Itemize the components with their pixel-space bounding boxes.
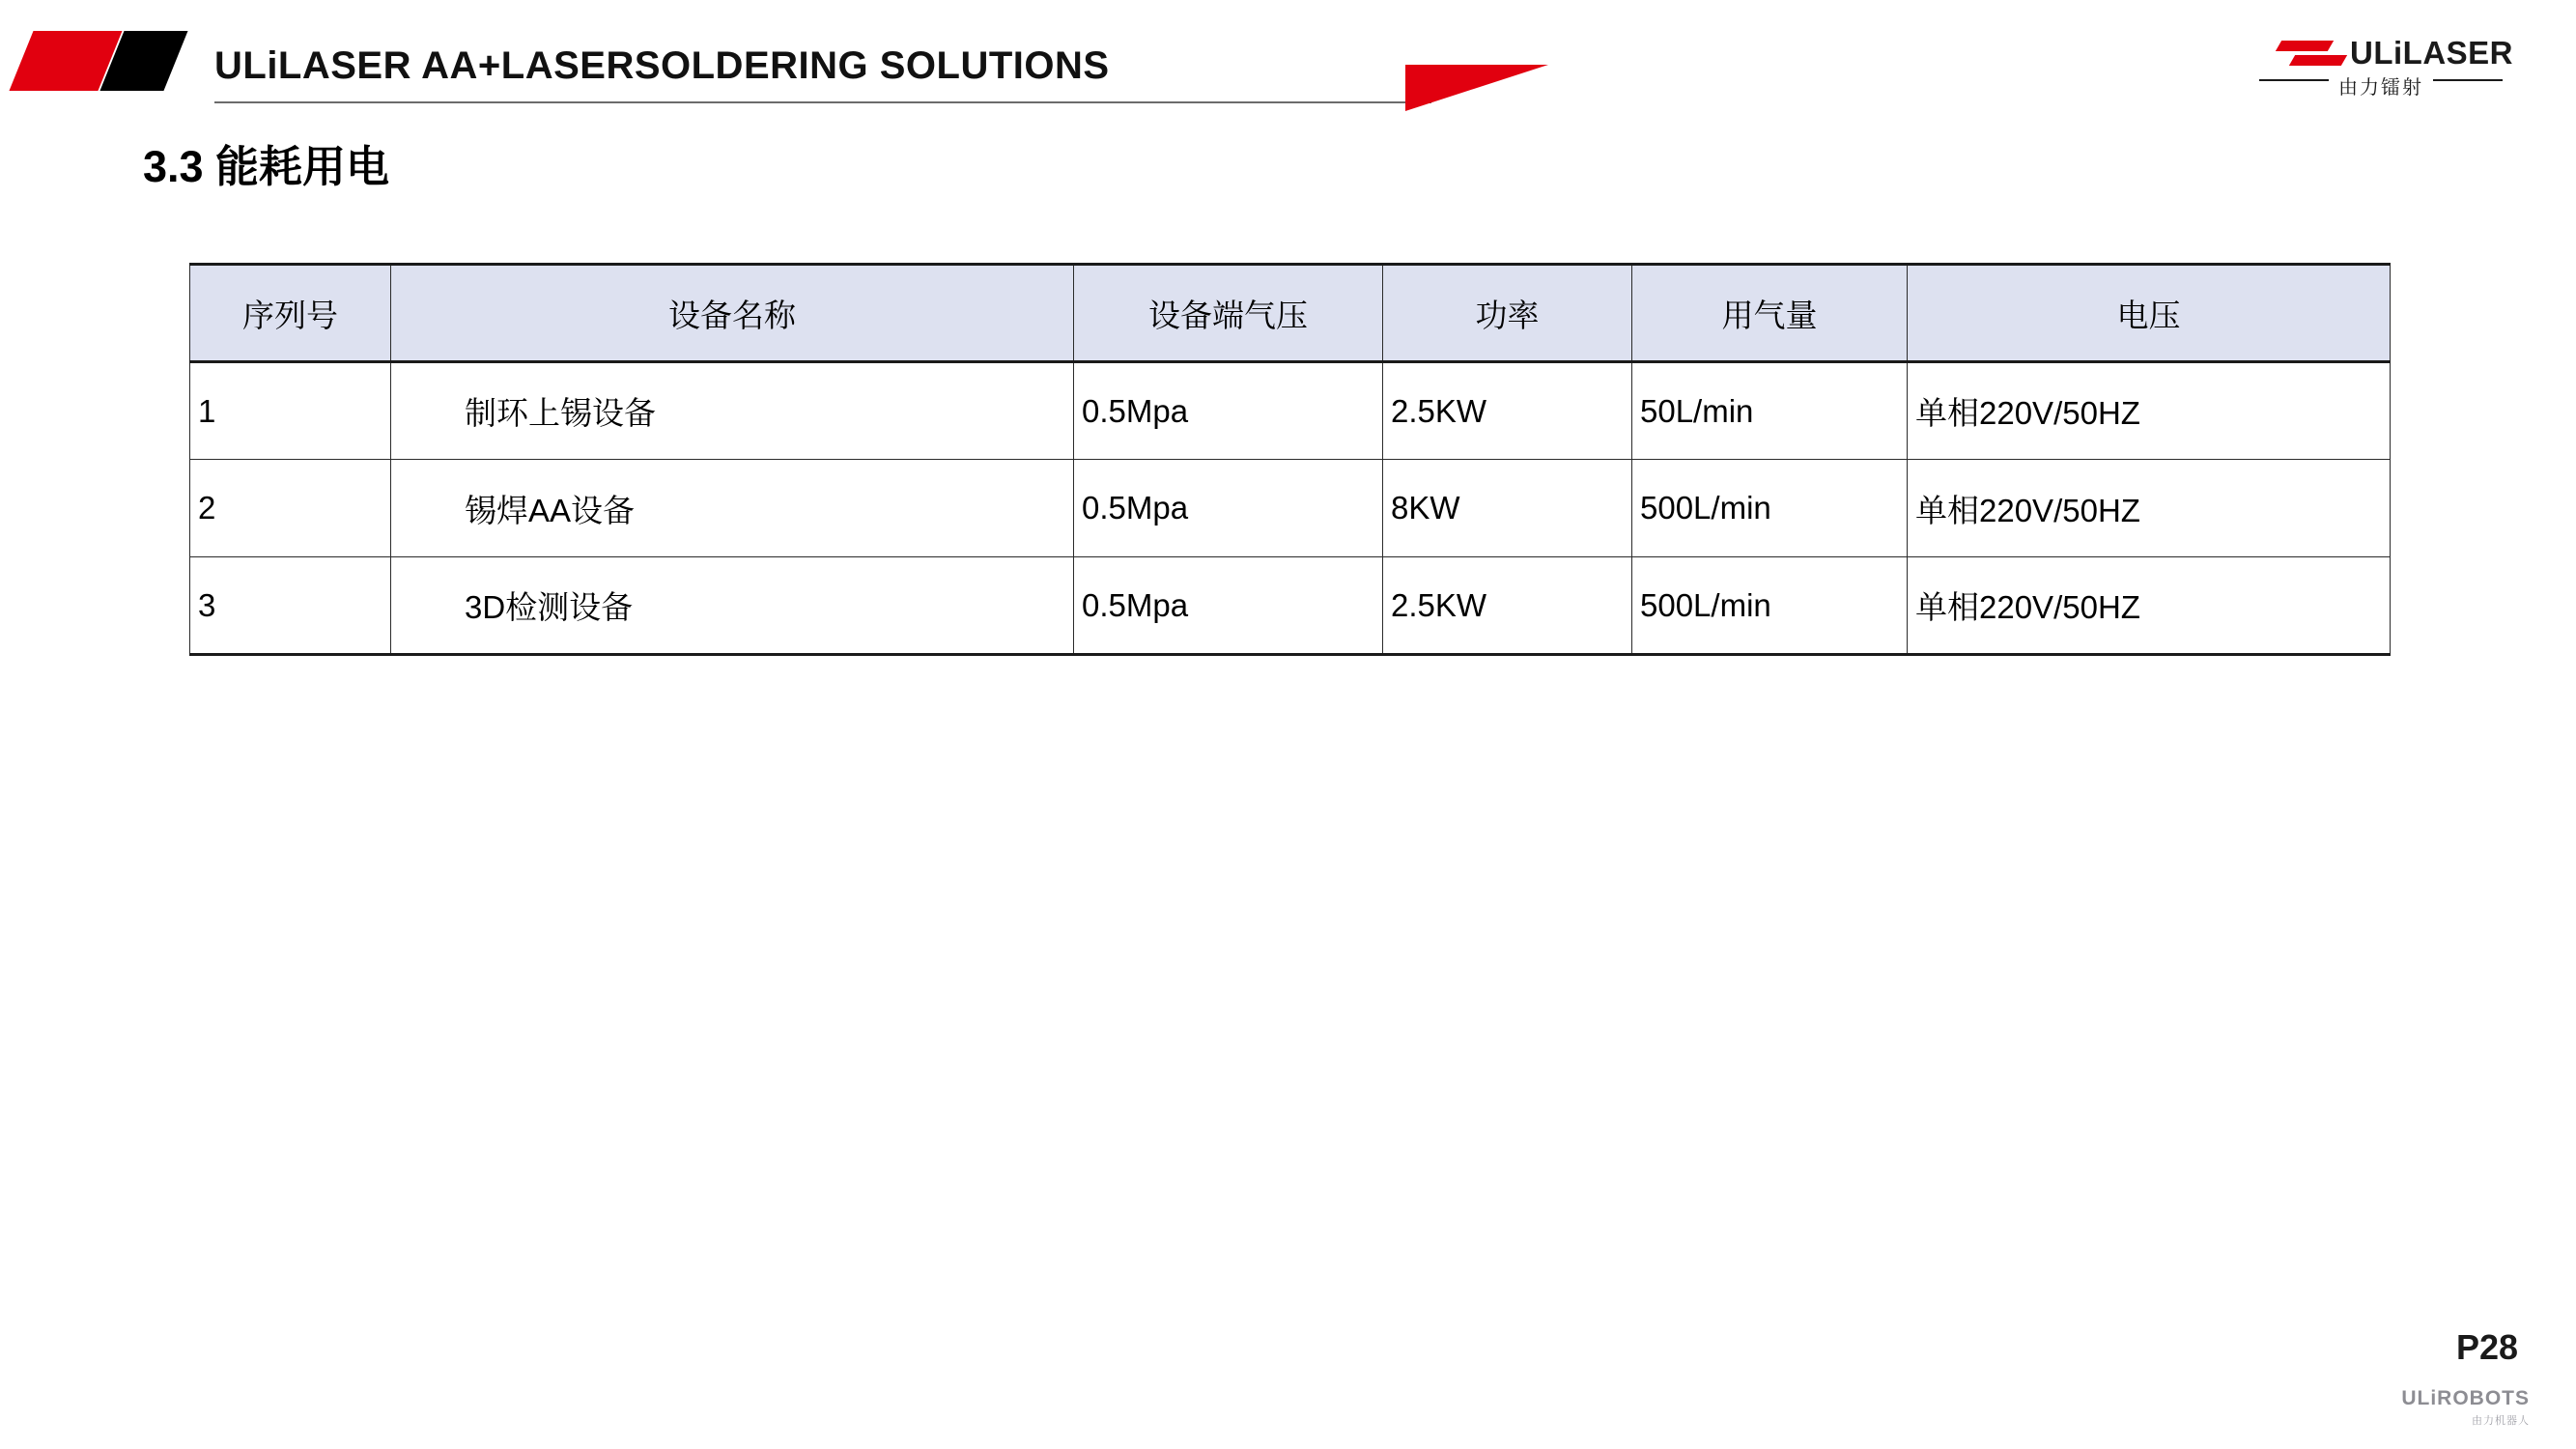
table-row	[190, 362, 2391, 460]
page-title: 3.3 能耗用电	[143, 142, 390, 191]
cell-air-pressure: 0.5Mpa	[1074, 557, 1383, 655]
table-row	[190, 557, 2391, 655]
cell-power: 2.5KW	[1383, 557, 1632, 655]
cell-serial: 3	[190, 557, 391, 655]
header-title: ULiLASER AA+LASERSOLDERING SOLUTIONS	[214, 44, 1110, 87]
cell-voltage: 单相220V/50HZ	[1908, 362, 2391, 460]
column-header-air-consumption: 用气量	[1632, 265, 1908, 362]
column-header-power: 功率	[1383, 265, 1632, 362]
column-header-voltage: 电压	[1908, 265, 2391, 362]
cell-air-consumption: 50L/min	[1632, 362, 1908, 460]
cell-equipment-name: 锡焊AA设备	[391, 460, 1074, 557]
brand-logo	[2236, 35, 2526, 118]
table-header-row	[190, 265, 2391, 362]
slide-header	[0, 0, 2576, 145]
logo-mark-icon	[2279, 37, 2346, 70]
logo-subtitle: 由力镭射	[2329, 71, 2433, 99]
footer-brand	[2401, 1387, 2530, 1428]
energy-consumption-table	[189, 263, 2391, 656]
column-header-air-pressure: 设备端气压	[1074, 265, 1383, 362]
column-header-equipment-name: 设备名称	[391, 265, 1074, 362]
logo-wordmark: ULiLASER	[2350, 35, 2513, 71]
cell-voltage: 单相220V/50HZ	[1908, 557, 2391, 655]
header-divider	[214, 101, 1431, 103]
cell-equipment-name: 3D检测设备	[391, 557, 1074, 655]
cell-serial: 2	[190, 460, 391, 557]
cell-air-pressure: 0.5Mpa	[1074, 362, 1383, 460]
cell-equipment-name: 制环上锡设备	[391, 362, 1074, 460]
cell-air-pressure: 0.5Mpa	[1074, 460, 1383, 557]
cell-air-consumption: 500L/min	[1632, 460, 1908, 557]
cell-power: 2.5KW	[1383, 362, 1632, 460]
footer-brand-name: ULiROBOTS	[2401, 1387, 2530, 1409]
cell-voltage: 单相220V/50HZ	[1908, 460, 2391, 557]
table-row	[190, 460, 2391, 557]
column-header-serial: 序列号	[190, 265, 391, 362]
cell-air-consumption: 500L/min	[1632, 557, 1908, 655]
cell-serial: 1	[190, 362, 391, 460]
red-triangle-icon	[1405, 65, 1548, 111]
footer-brand-subtitle: 由力机器人	[2472, 1415, 2530, 1427]
page-number: P28	[2455, 1327, 2518, 1367]
cell-power: 8KW	[1383, 460, 1632, 557]
